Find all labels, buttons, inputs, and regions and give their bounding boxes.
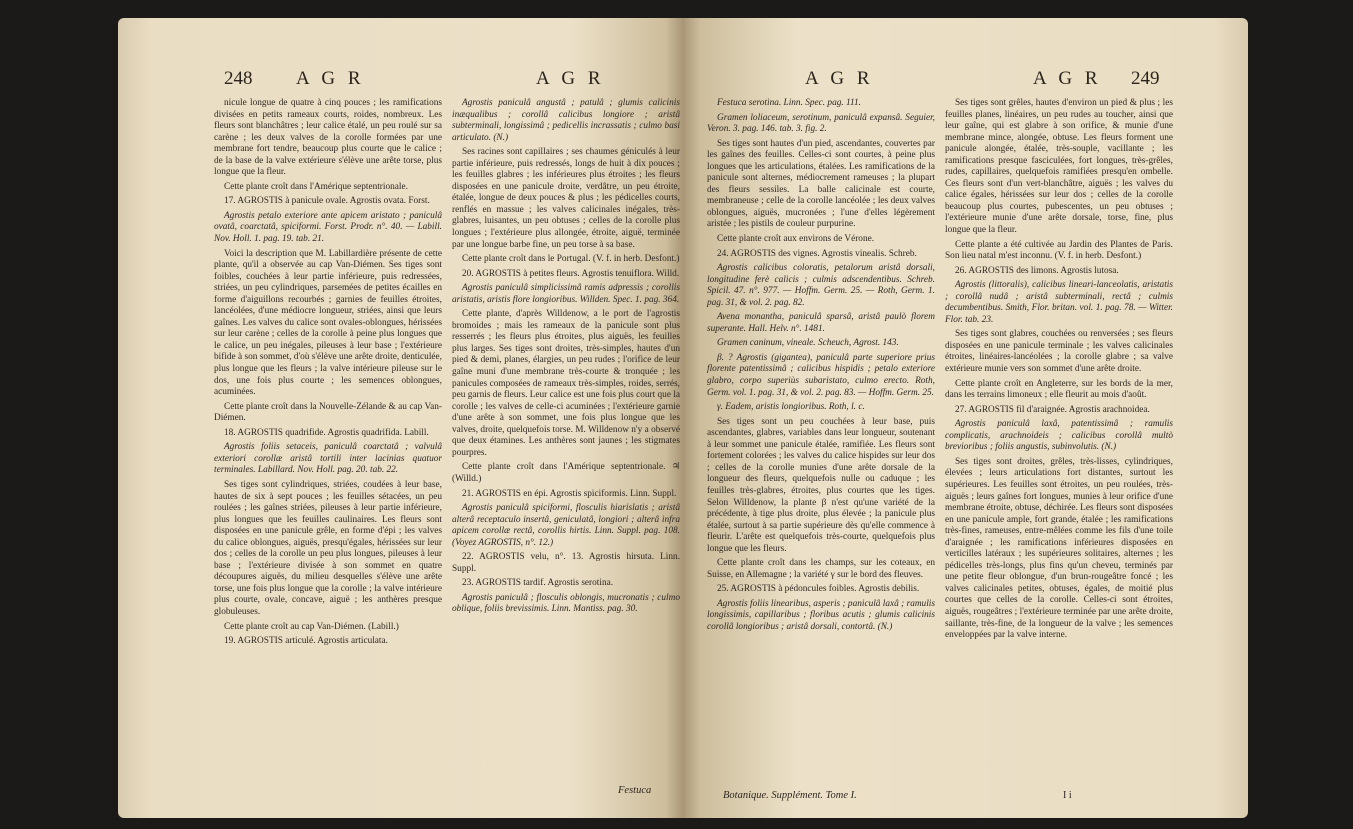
paragraph: Cette plante croît dans l'Amérique septentrionale.	[224, 181, 408, 192]
paragraph: 17. AGROSTIS à panicule ovale. Agrostis ovata. Forst.	[224, 196, 430, 207]
paragraph: Ses tiges sont glabres, couchées ou renversées ; ses fleurs disposées en une panicule terminale ; les valves calicinales étroites, linéaires-lancéolées ; la corolle glabre ; sa valve extérieure munie vers son sommet d'une arête droite.	[945, 329, 1173, 375]
signature-mark: I i	[1063, 790, 1072, 801]
left-page-header	[118, 68, 683, 94]
page-number: 249	[1131, 68, 1160, 89]
left-page	[118, 18, 683, 818]
paragraph: Agrostis paniculâ angustâ ; patulâ ; glumis calicinis inæqualibus ; corollâ calicibus longiore ; aristâ subterminali, longissimâ ; pedicellis incrassatis ; culmo basi articulato. (N.)	[452, 98, 680, 143]
paragraph: Agrostis petalo exteriore ante apicem aristato ; paniculâ ovatâ, coarctatâ, spiciformi. Forst. Prodr. n°. 40. — Labill. Nov. Holl. 1. pag. 19. tab. 21.	[214, 210, 442, 245]
paragraph: 18. AGROSTIS quadrifide. Agrostis quadrifida. Labill.	[224, 427, 429, 438]
paragraph: 23. AGROSTIS tardif. Agrostis serotina.	[462, 578, 614, 589]
paragraph: 24. AGROSTIS des vignes. Agrostis vinealis. Schreb.	[717, 248, 917, 259]
volume-footer: Botanique. Supplément. Tome I.	[723, 790, 857, 801]
paragraph: 22. AGROSTIS velu, n°. 13. Agrostis hirsuta. Linn. Suppl.	[452, 552, 680, 574]
page-number: 248	[224, 68, 253, 89]
paragraph: Agrostis (littoralis), calicibus lineari-lanceolatis, aristatis ; corollâ nudâ ; aristâ subterminali, rectâ ; culmis decumbentibus. Smith, Flor. britan. vol. 1. pag. 78. — Witter. Flor. tab. 23.	[945, 280, 1173, 325]
paragraph: Ses tiges sont grêles, hautes d'environ un pied & plus ; les feuilles planes, linéaires, un peu rudes au toucher, ainsi que leur gaîne, qui est glabre à son orifice, & munie d'une membrane mince, alongée, obtuse. Les fleurs forment une panicule alongée, étalée, très-souple, vacillante ; les ramifications presque fasciculées, fort longues, très-grêles, rudes, capillaires, quelquefois ramifiées presqu'en ombelle. Ces fleurs sont d'un vert-blanchâtre, aiguës ; les valves du calice égales, hérissées sur leur dos ; celles de la corolle beaucoup plus courtes, pubescentes, un peu obtuses ; l'extérieure munie d'une arête dorsale, torse, fine, plus longue que la fleur.	[945, 98, 1173, 236]
open-book	[118, 18, 1248, 818]
paragraph: β. ? Agrostis (gigantea), paniculâ parte superiore prius florente patentissimâ ; calicibus hispidis ; petalo exteriore glabro, corpo superiùs subaristato, culmo erecto. Roth, Germ. vol. 1. pag. 31, & vol. 2. pag. 83. — Hoffm. Germ. 25.	[707, 352, 935, 398]
paragraph: Ses tiges sont cylindriques, striées, coudées à leur base, hautes de six à sept pouces ; les feuilles sétacées, un peu roulées ; les gaînes striées, pileuses à leur partie inférieure, plus longues que les feuilles caulinaires. Les fleurs sont disposées en une panicule grêle, en forme d'épi ; les valves du calice oblongues, aiguës, presqu'égales, hérissées sur leur dos ; celles de la corolle un peu plus longues, pileuses à leur base ; l'extérieure divisée à son sommet en quatre découpures aiguës, du milieu desquelles s'élève une arête torse, une fois plus longue que la corolle ; la valve intérieure plus courte, ovale, concave, aiguë ; les anthères presque globuleuses.	[214, 479, 442, 617]
right-page-column-2	[945, 98, 1173, 645]
paragraph: Agrostis paniculâ ; flosculis oblongis, mucronatis ; culmo oblique, foliis brevissimis. Linn. Mantiss. pag. 30.	[452, 592, 680, 615]
paragraph: 25. AGROSTIS à pédoncules foibles. Agrostis debilis.	[717, 584, 920, 595]
paragraph: Gramen caninum, vineale. Scheuch, Agrost. 143.	[717, 338, 899, 349]
paragraph: γ. Eadem, aristis longioribus. Roth, l. c.	[717, 402, 865, 413]
paragraph: Agrostis foliis linearibus, asperis ; paniculâ laxâ ; ramulis longissimis, capillaribus ; floribus acutis ; glumis calicinis corollâ longioribus ; aristâ dorsali, contortâ. (N.)	[707, 598, 935, 632]
paragraph: Cette plante, d'après Willdenow, a le port de l'agrostis bromoides ; mais les rameaux de la panicule sont plus resserrés ; les fleurs plus étroites, plus aiguës, les feuilles plus larges. Ses tiges sont droites, très-simples, hautes d'un pied & demi, planes, élargies, un peu rudes ; l'orifice de leur gaîne muni d'une membrane très-courte & tronquée ; les panicules composées de rameaux très-simples, roides, serrés, peu garnis de fleurs. Leur calice est une fois plus court que la corolle ; les valves de celle-ci acuminées ; l'extérieure garnie d'une arête à son sommet, une fois plus longue que les valves, droite, quelquefois torse. M. Willdenow n'y a observé que deux étamines. Les anthères sont jaunes ; les stigmates pourpres.	[452, 309, 680, 458]
running-head-right: A G R	[1033, 68, 1102, 89]
paragraph: 19. AGROSTIS articulé. Agrostis articulata.	[224, 636, 388, 647]
paragraph: Ses tiges sont hautes d'un pied, ascendantes, couvertes par les gaînes des feuilles. Celles-ci sont courtes, à peine plus longues que les articulations, étalées. Les ramifications de la panicule sont alternes, médiocrement rameuses ; la plupart des fleurs sessiles. La balle calicinale est courte, membraneuse ; celle de la corolle lancéolée ; les deux valves oblongues, aiguës, mucronées ; l'une d'elles légèrement aristée ; les pistils de couleur purpurine.	[707, 138, 935, 230]
paragraph: Cette plante croît aux environs de Vérone.	[717, 234, 875, 245]
paragraph: Cette plante croît dans l'Amérique septentrionale. ♃ (Willd.)	[452, 462, 680, 484]
paragraph: Voici la description que M. Labillardière présente de cette plante, qu'il a observée au cap Van-Diémen. Ses tiges sont foibles, couchées à leur partie inférieure, puis redressées, striées, un peu cylindriques, parsemées de petites écailles en forme d'aiguillons recourbés ; garnies de feuilles étroites, lancéolées, d'une médiocre longueur, striées, ainsi que leurs gaînes. Les valves du calice sont ovales-oblongues, hérissées sur leur carène ; celles de la corolle à peine plus longues que le calice, un peu inégales, pileuses à leur base ; l'extérieure bifide à son sommet, d'où s'élève une arête droite, denticulée, plus longue que les fleurs ; la valve intérieure pileuse sur le dos, une fois plus courte ; les semences oblongues, acuminées.	[214, 248, 442, 398]
catchword: Festuca	[618, 785, 652, 796]
left-page-column-2	[452, 98, 680, 619]
paragraph: Cette plante croît en Angleterre, sur les bords de la mer, dans les terrains limoneux ; elle fleurit au mois d'août.	[945, 378, 1173, 401]
paragraph: 21. AGROSTIS en épi. Agrostis spiciformis. Linn. Suppl.	[462, 488, 677, 499]
paragraph: 27. AGROSTIS fil d'araignée. Agrostis arachnoidea.	[955, 404, 1150, 415]
paragraph: Agrostis paniculâ laxâ, patentissimâ ; ramulis complicatis, arachnoideis ; calicibus corollâ multò brevioribus ; foliis angustis, subinvolutis. (N.)	[945, 419, 1173, 453]
paragraph: Cette plante a été cultivée au Jardin des Plantes de Paris. Son lieu natal m'est inconnu. (V. f. in herb. Desfont.)	[945, 239, 1173, 262]
paragraph: Agrostis foliis setaceis, paniculâ coarctatâ ; valvulâ exteriori corollæ aristâ tortili inter lacinias quatuor terminales. Labillard. Nov. Holl. pag. 20. tab. 22.	[214, 442, 442, 476]
paragraph: 26. AGROSTIS des limons. Agrostis lutosa.	[955, 265, 1119, 276]
right-page	[683, 18, 1248, 818]
paragraph: Avena monantha, paniculâ sparsâ, aristâ paulò florem superante. Hall. Helv. n°. 1481.	[707, 312, 935, 334]
running-head-right: A G R	[536, 68, 605, 89]
running-head-left: A G R	[296, 68, 365, 89]
paragraph: Cette plante croît dans le Portugal. (V. f. in herb. Desfont.)	[462, 254, 680, 265]
paragraph: Gramen loliaceum, serotinum, paniculâ expansâ. Seguier, Veron. 3. pag. 146. tab. 3. fig. 2.	[707, 112, 935, 135]
left-page-column-1	[214, 98, 442, 651]
right-page-header	[683, 68, 1248, 94]
paragraph: Cette plante croît au cap Van-Diémen. (Labill.)	[224, 621, 399, 632]
paragraph: Ses tiges sont un peu couchées à leur base, puis ascendantes, glabres, variables dans leur longueur, soutenant à leur sommet une panicule étalée, ramifiée. Les fleurs sont fortement colorées ; les valves du calice hispides sur leur dos ; celles de la corolle munies d'une arête dorsale de la longueur des fleurs, quelquefois nulle ou caduque ; les feuilles très-glabres, étroites, plus courtes que les tiges. Selon Willdenow, la plante β n'est qu'une variété de la précédente, à tige plus droite, plus élevée ; la panicule plus étalée, surtout à sa partie supérieure dès qu'elle commence à fleurir. L'arête est quelquefois très-courte, quelquefois plus longue que les fleurs.	[707, 416, 935, 554]
paragraph: Agrostis calicibus coloratis, petalorum aristâ dorsali, longitudine ferè calicis ; culmis adscendentibus. Schreb. Spicil. 47. n°. 977. — Hoffm. Germ. 25. — Roth, Germ. 1. pag. 31, & vol. 2. pag. 82.	[707, 263, 935, 308]
right-page-column-1	[707, 98, 935, 637]
paragraph: Festuca serotina. Linn. Spec. pag. 111.	[717, 98, 861, 108]
paragraph: Ses racines sont capillaires ; ses chaumes géniculés à leur partie inférieure, puis redressés, longs de huit à dix pouces ; les feuilles glabres ; les inférieures plus étroites ; les fleurs disposées en une panicule droite, verdâtre, un peu étroite, étalée, longue de deux pouces & plus ; les pédicelles courts, renflés en massue ; les valves calicinales inégales, très-glabres, luisantes, un peu obtuses ; celles de la corolle plus longues ; l'extérieure plus allongée, étroite, aiguë, terminée par une longue barbe fine, un peu torse à sa base.	[452, 147, 680, 250]
paragraph: 20. AGROSTIS à petites fleurs. Agrostis tenuiflora. Willd.	[462, 268, 680, 279]
paragraph: Ses tiges sont droites, grêles, très-lisses, cylindriques, élevées ; leurs articulations fort distantes, surtout les supérieures. Les feuilles sont étroites, un peu roulées, très-aiguës ; leurs gaînes fort longues, munies à leur orifice d'une membrane étroite, obtuse, déchirée. Les fleurs sont disposées en une panicule ample, fort grande, étalée ; les ramifications très-fines, rameuses, entre-mêlées comme les fils d'une toile d'araignée ; les ramifications inférieures disposées en verticilles latéraux ; les supérieures solitaires, alternes ; les pédicelles très-longs, plus fins qu'un cheveu, terminés par une petite fleur oblongue, d'un brun-rougeâtre foncé ; les valves calicinales petites, obtuses, égales, de moitié plus courtes que celles de la corolle. Celles-ci sont étroites, aiguës, rougeâtres ; l'extérieure terminée par une arête droite, saillante, très-fine, de la longueur de la valve ; les semences enveloppées par la valve interne.	[945, 456, 1173, 641]
paragraph: Agrostis paniculâ spiciformi, flosculis hiarislatis ; aristâ alterâ receptaculo insertâ, geniculatâ, longiori ; alterâ infra apicem corollæ rectâ, corollis hirtis. Linn. Suppl. pag. 108. (Voyez AGROSTIS, n°. 12.)	[452, 503, 680, 548]
running-head-left: A G R	[805, 68, 874, 89]
paragraph: Cette plante croît dans les champs, sur les coteaux, en Suisse, en Allemagne ; la variété γ sur le bord des fleuves.	[707, 558, 935, 580]
paragraph: nicule longue de quatre à cinq pouces ; les ramifications divisées en petits rameaux courts, roides, nombreux. Les fleurs sont blanchâtres ; leur calice étalé, un peu roulé sur sa carène ; les deux valves de la corolle formées par une membrane fort tendre, beaucoup plus courte que le calice ; de la base de la valve extérieure s'élève une arête torse, plus longue que la fleur.	[214, 98, 442, 178]
paragraph: Agrostis paniculâ simplicissimâ ramis adpressis ; corollis aristatis, aristis flore longioribus. Willden. Spec. 1. pag. 364.	[452, 283, 680, 305]
paragraph: Cette plante croît dans la Nouvelle-Zélande & au cap Van-Diémen.	[214, 401, 442, 424]
